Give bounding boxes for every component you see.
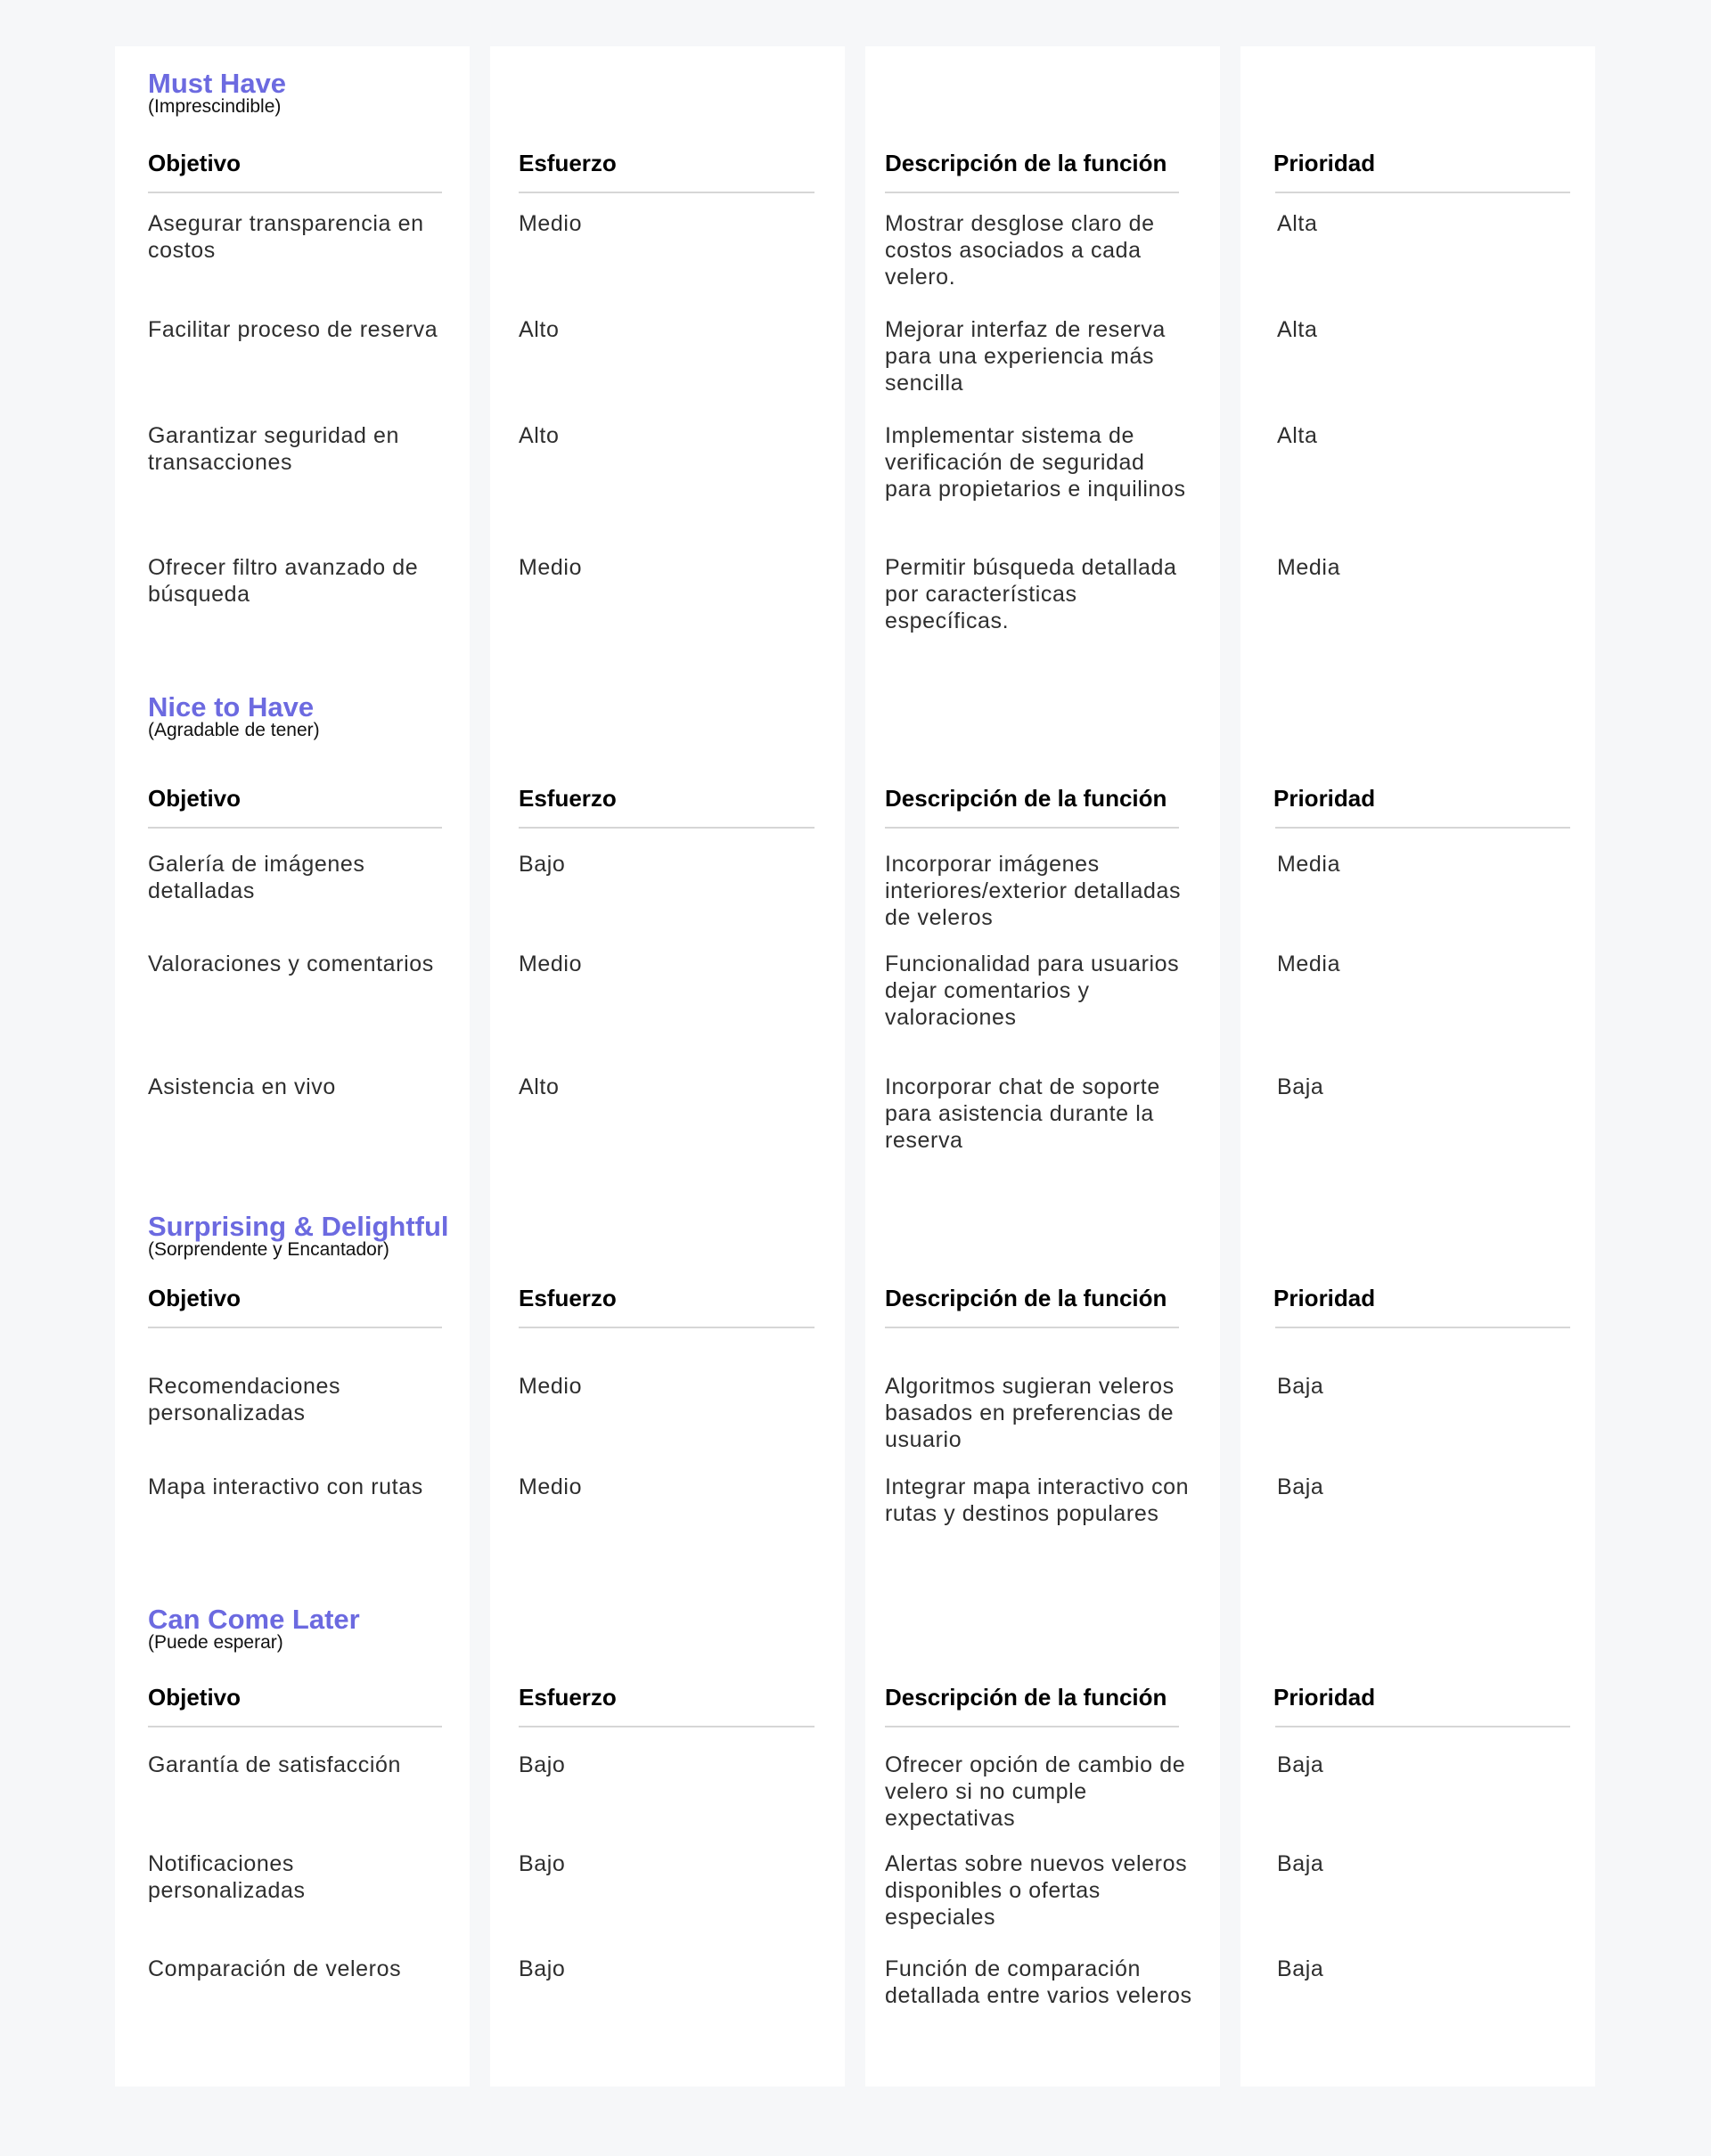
cell-prioridad: Media <box>1277 555 1341 580</box>
cell-objetivo: Comparación de veleros <box>148 1956 402 1981</box>
cell-esfuerzo: Bajo <box>519 1851 566 1876</box>
cell-esfuerzo: Medio <box>519 951 583 976</box>
column-panel-objetivo <box>115 46 470 2087</box>
cell-descripcion: Incorporar imágenes interiores/exterior detalladas de veleros <box>885 852 1182 930</box>
header-divider <box>885 1726 1179 1727</box>
cell-prioridad: Alta <box>1277 211 1318 236</box>
cell-descripcion: Permitir búsqueda detallada por características específicas. <box>885 555 1177 633</box>
cell-descripcion: Alertas sobre nuevos veleros disponibles o ofertas especiales <box>885 1851 1188 1930</box>
header-prioridad: Prioridad <box>1273 150 1376 176</box>
cell-descripcion: Mostrar desglose claro de costos asociados a cada velero. <box>885 211 1155 290</box>
cell-descripcion: Algoritmos sugieran veleros basados en preferencias de usuario <box>885 1374 1175 1452</box>
header-divider <box>519 192 815 193</box>
column-panel-esfuerzo <box>490 46 845 2087</box>
header-prioridad: Prioridad <box>1273 1684 1376 1711</box>
cell-esfuerzo: Bajo <box>519 852 566 877</box>
header-divider <box>1275 192 1570 193</box>
cell-prioridad: Baja <box>1277 1374 1324 1399</box>
cell-prioridad: Baja <box>1277 1851 1324 1876</box>
cell-esfuerzo: Medio <box>519 211 583 236</box>
section-subtitle: (Agradable de tener) <box>148 720 320 740</box>
cell-objetivo: Ofrecer filtro avanzado de búsqueda <box>148 555 419 607</box>
header-divider <box>885 192 1179 193</box>
section-subtitle: (Sorprendente y Encantador) <box>148 1239 389 1260</box>
cell-prioridad: Baja <box>1277 1956 1324 1981</box>
cell-descripcion: Funcionalidad para usuarios dejar comentarios y valoraciones <box>885 951 1180 1030</box>
cell-objetivo: Garantizar seguridad en transacciones <box>148 423 400 475</box>
header-objetivo: Objetivo <box>148 785 242 812</box>
cell-objetivo: Valoraciones y comentarios <box>148 951 434 976</box>
header-prioridad: Prioridad <box>1273 785 1376 812</box>
header-divider <box>519 1726 815 1727</box>
cell-descripcion: Función de comparación detallada entre varios veleros <box>885 1956 1192 2008</box>
header-descripcion: Descripción de la función <box>885 785 1167 812</box>
cell-objetivo: Galería de imágenes detalladas <box>148 852 365 903</box>
cell-prioridad: Alta <box>1277 317 1318 342</box>
cell-objetivo: Garantía de satisfacción <box>148 1752 401 1777</box>
header-divider <box>148 1726 442 1727</box>
cell-esfuerzo: Medio <box>519 555 583 580</box>
header-objetivo: Objetivo <box>148 1285 242 1311</box>
cell-prioridad: Media <box>1277 852 1341 877</box>
cell-descripcion: Integrar mapa interactivo con rutas y destinos populares <box>885 1474 1190 1526</box>
header-divider <box>148 827 442 829</box>
cell-esfuerzo: Alto <box>519 423 560 448</box>
cell-objetivo: Mapa interactivo con rutas <box>148 1474 423 1499</box>
cell-esfuerzo: Bajo <box>519 1752 566 1777</box>
header-esfuerzo: Esfuerzo <box>519 1684 617 1711</box>
header-divider <box>885 827 1179 829</box>
header-descripcion: Descripción de la función <box>885 1684 1167 1711</box>
section-title: Surprising & Delightful <box>148 1211 449 1242</box>
section-title: Nice to Have <box>148 691 315 723</box>
cell-esfuerzo: Medio <box>519 1474 583 1499</box>
cell-esfuerzo: Alto <box>519 1074 560 1099</box>
section-subtitle: (Imprescindible) <box>148 96 282 117</box>
header-esfuerzo: Esfuerzo <box>519 1285 617 1311</box>
section-subtitle: (Puede esperar) <box>148 1632 283 1653</box>
header-objetivo: Objetivo <box>148 1684 242 1711</box>
header-descripcion: Descripción de la función <box>885 1285 1167 1311</box>
header-divider <box>148 1327 442 1328</box>
section-title: Can Come Later <box>148 1604 360 1635</box>
cell-objetivo: Notificaciones personalizadas <box>148 1851 306 1903</box>
header-divider <box>1275 1726 1570 1727</box>
cell-prioridad: Media <box>1277 951 1341 976</box>
cell-prioridad: Baja <box>1277 1074 1324 1099</box>
header-objetivo: Objetivo <box>148 150 242 176</box>
cell-esfuerzo: Bajo <box>519 1956 566 1981</box>
cell-objetivo: Facilitar proceso de reserva <box>148 317 438 342</box>
header-prioridad: Prioridad <box>1273 1285 1376 1311</box>
header-divider <box>1275 827 1570 829</box>
header-esfuerzo: Esfuerzo <box>519 785 617 812</box>
cell-prioridad: Baja <box>1277 1474 1324 1499</box>
cell-descripcion: Incorporar chat de soporte para asistencia durante la reserva <box>885 1074 1160 1153</box>
header-divider <box>1275 1327 1570 1328</box>
header-divider <box>885 1327 1179 1328</box>
cell-prioridad: Baja <box>1277 1752 1324 1777</box>
cell-esfuerzo: Alto <box>519 317 560 342</box>
header-descripcion: Descripción de la función <box>885 150 1167 176</box>
cell-esfuerzo: Medio <box>519 1374 583 1399</box>
cell-descripcion: Implementar sistema de verificación de seguridad para propietarios e inquilinos <box>885 423 1186 502</box>
header-divider <box>519 827 815 829</box>
cell-objetivo: Recomendaciones personalizadas <box>148 1374 341 1425</box>
cell-objetivo: Asistencia en vivo <box>148 1074 336 1099</box>
cell-descripcion: Ofrecer opción de cambio de velero si no cumple expectativas <box>885 1752 1186 1831</box>
section-title: Must Have <box>148 68 287 99</box>
header-divider <box>148 192 442 193</box>
cell-prioridad: Alta <box>1277 423 1318 448</box>
cell-objetivo: Asegurar transparencia en costos <box>148 211 424 263</box>
column-panel-prioridad <box>1240 46 1595 2087</box>
header-esfuerzo: Esfuerzo <box>519 150 617 176</box>
header-divider <box>519 1327 815 1328</box>
cell-descripcion: Mejorar interfaz de reserva para una experiencia más sencilla <box>885 317 1166 396</box>
